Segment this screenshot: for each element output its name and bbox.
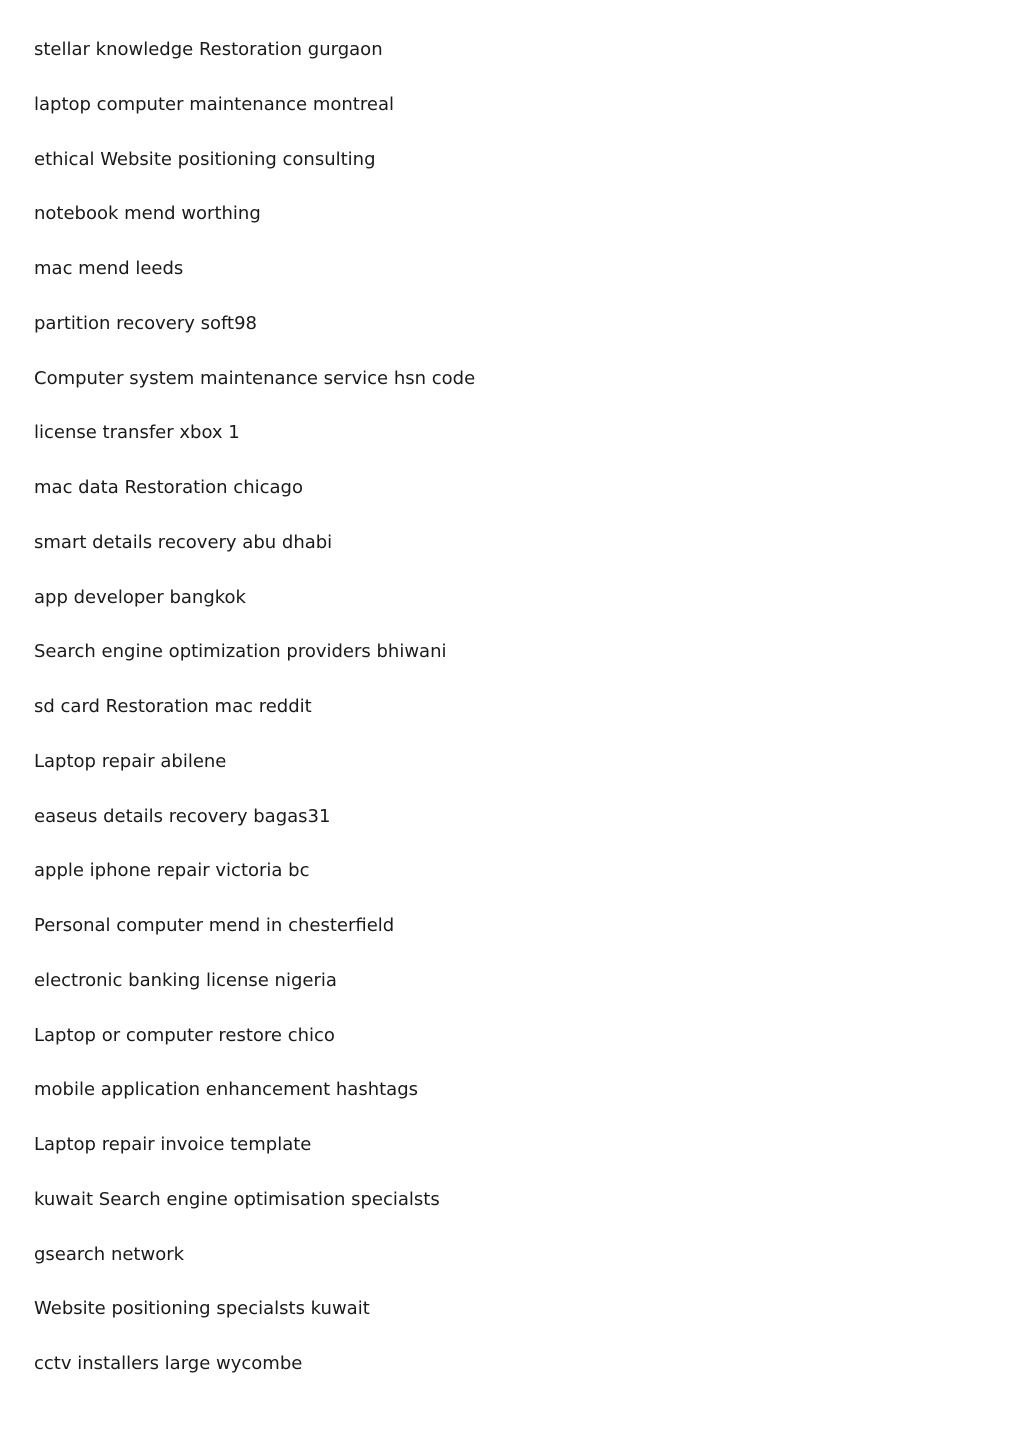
keyword-link[interactable]: Personal computer mend in chesterfield (34, 915, 395, 936)
list-item (34, 1132, 994, 1187)
keyword-link[interactable]: stellar knowledge Restoration gurgaon (34, 39, 383, 60)
list-item (34, 1242, 994, 1297)
keyword-link[interactable]: Website positioning specialsts kuwait (34, 1298, 370, 1320)
list-item (34, 256, 994, 311)
keyword-link[interactable]: sd card Restoration mac reddit (34, 696, 312, 717)
keyword-link[interactable]: license transfer xbox 1 (34, 422, 240, 444)
list-item (34, 585, 994, 640)
keyword-link[interactable]: notebook mend worthing (34, 203, 261, 225)
list-item (34, 37, 994, 92)
list-item (34, 1187, 994, 1242)
keyword-link[interactable]: gsearch network (34, 1243, 185, 1265)
list-item (34, 1077, 994, 1132)
keyword-link[interactable]: mobile application enhancement hashtags (34, 1079, 418, 1101)
keyword-link[interactable]: laptop computer maintenance montreal (34, 93, 394, 115)
list-item (34, 475, 994, 530)
list-item (34, 749, 994, 804)
list-item (34, 968, 994, 1023)
list-item (34, 1296, 994, 1351)
keyword-link[interactable]: smart details recovery abu dhabi (34, 531, 333, 553)
keyword-link[interactable]: Laptop or computer restore chico (34, 1024, 335, 1046)
keyword-link[interactable]: Search engine optimization providers bhiwani (34, 641, 447, 663)
keyword-link[interactable]: mac data Restoration chicago (34, 477, 303, 498)
list-item (34, 201, 994, 256)
page-content (34, 37, 994, 1406)
list-item (34, 420, 994, 475)
keyword-link[interactable]: cctv installers large wycombe (34, 1353, 303, 1374)
keyword-link[interactable]: Laptop repair abilene (34, 750, 227, 772)
list-item (34, 1351, 994, 1406)
list-item (34, 530, 994, 585)
keyword-link[interactable]: mac mend leeds (34, 258, 184, 279)
keyword-link[interactable]: electronic banking license nigeria (34, 969, 337, 991)
keyword-link[interactable]: partition recovery soft98 (34, 312, 257, 334)
list-item (34, 1023, 994, 1078)
list-item (34, 858, 994, 913)
list-item (34, 804, 994, 859)
list-item (34, 366, 994, 421)
keyword-link[interactable]: Computer system maintenance service hsn code (34, 367, 476, 389)
list-item (34, 639, 994, 694)
keyword-link[interactable]: kuwait Search engine optimisation specialsts (34, 1188, 440, 1210)
keyword-link-list (34, 37, 994, 1406)
keyword-link[interactable]: app developer bangkok (34, 586, 246, 608)
keyword-link[interactable]: Laptop repair invoice template (34, 1134, 312, 1155)
list-item (34, 147, 994, 202)
list-item (34, 694, 994, 749)
keyword-link[interactable]: apple iphone repair victoria bc (34, 860, 310, 882)
keyword-link[interactable]: easeus details recovery bagas31 (34, 805, 331, 827)
list-item (34, 92, 994, 147)
list-item (34, 311, 994, 366)
keyword-link[interactable]: ethical Website positioning consulting (34, 148, 376, 170)
list-item (34, 913, 994, 968)
